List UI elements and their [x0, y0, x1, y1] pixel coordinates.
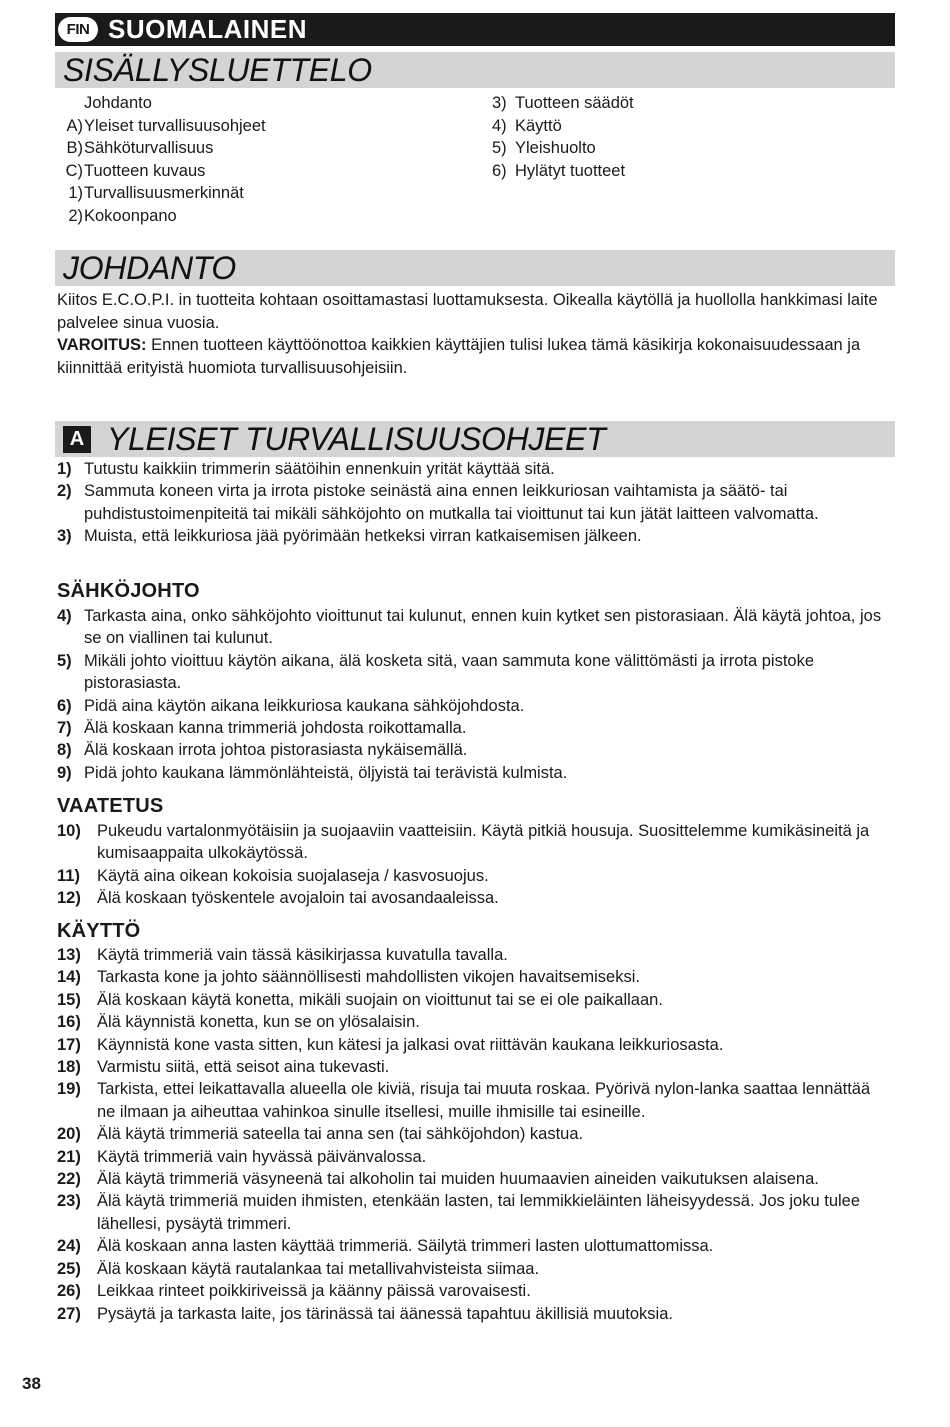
item-text: Pukeudu vartalonmyötäisiin ja suojaaviin vaatteisiin. Käytä pitkiä housuja. Suosittelemme kumikäsineitä ja kumisaappaita ulkokäytössä.	[97, 822, 870, 863]
item-text: Mikäli johto vioittuu käytön aikana, älä kosketa sitä, vaan sammuta kone välittömästi ja irrota pistoke pistorasiasta.	[84, 651, 815, 693]
toc-item-label: Tuotteen säädöt	[515, 94, 634, 112]
warning-label: VAROITUS:	[57, 336, 147, 354]
item-text: Pidä aina käytön aikana leikkuriosa kaukana sähköjohdosta.	[84, 696, 525, 715]
toc-item-label: Käyttö	[515, 116, 562, 135]
item-number: 16)	[57, 1013, 81, 1032]
item-number: 23)	[57, 1192, 81, 1211]
toc-title: SISÄLLYSLUETTELO	[63, 51, 372, 88]
clothing-subheading: VAATETUS	[57, 795, 164, 817]
item-number: 25)	[57, 1259, 81, 1278]
item-text: Älä käynnistä konetta, kun se on ylösalaisin.	[97, 1013, 420, 1032]
item-number: 2)	[57, 482, 72, 501]
toc-item-label: Hylätyt tuotteet	[515, 161, 626, 180]
item-text: Älä koskaan käytä konetta, mikäli suojain on vioittunut tai se ei ole paikallaan.	[97, 990, 663, 1009]
clothing-safety-list	[57, 820, 892, 910]
toc-item	[492, 160, 872, 183]
item-number: 4)	[57, 607, 72, 625]
list-item	[57, 525, 892, 547]
list-item	[57, 944, 892, 966]
list-item	[57, 650, 892, 695]
toc-item-number: 2)	[68, 206, 83, 225]
list-item	[57, 1078, 892, 1123]
toc-item	[57, 137, 477, 160]
toc-item-label: Turvallisuusmerkinnät	[84, 184, 244, 202]
item-number: 11)	[57, 866, 80, 885]
item-text: Älä koskaan anna lasten käyttää trimmeriä. Säilytä trimmeri lasten ulottumattomissa.	[97, 1237, 714, 1256]
item-number: 9)	[57, 763, 72, 782]
item-text: Leikkaa rinteet poikkiriveissä ja käänny päissä varovaisesti.	[97, 1282, 531, 1301]
cord-subheading: SÄHKÖJOHTO	[57, 580, 200, 602]
intro-heading-bar	[55, 250, 895, 286]
intro-section	[57, 289, 887, 379]
use-subheading: KÄYTTÖ	[57, 920, 141, 942]
language-banner	[55, 13, 895, 46]
toc-item	[57, 92, 477, 115]
toc-item-number: 4)	[492, 116, 507, 135]
list-item	[57, 717, 892, 739]
item-number: 18)	[57, 1058, 81, 1077]
page-number: 38	[22, 1374, 41, 1393]
item-number: 12)	[57, 889, 81, 908]
item-number: 27)	[57, 1304, 81, 1323]
toc-item	[492, 92, 872, 115]
item-number: 1)	[57, 460, 72, 478]
item-number: 22)	[57, 1170, 81, 1189]
item-text: Käynnistä kone vasta sitten, kun kätesi ja jalkasi ovat riittävän kaukana leikkuriosasta.	[97, 1035, 724, 1054]
item-number: 6)	[57, 696, 72, 715]
toc-item	[492, 137, 872, 160]
item-number: 26)	[57, 1282, 81, 1301]
list-item	[57, 865, 892, 887]
item-text: Tutustu kaikkiin trimmerin säätöihin ennenkuin yrität käyttää sitä.	[84, 460, 555, 478]
list-item	[57, 820, 892, 865]
toc-right-column	[492, 92, 872, 182]
list-item	[57, 1235, 892, 1257]
item-number: 14)	[57, 968, 81, 987]
language-code-badge: FIN	[58, 17, 98, 42]
safety-heading-bar	[55, 421, 895, 457]
toc-item-label: Tuotteen kuvaus	[84, 161, 206, 180]
list-item	[57, 887, 892, 909]
list-item	[57, 1123, 892, 1145]
item-text: Pysäytä ja tarkasta laite, jos tärinässä tai äänessä tapahtuu äkillisiä muutoksia.	[97, 1304, 673, 1323]
toc-item	[57, 115, 477, 138]
item-number: 13)	[57, 946, 81, 964]
toc-item-number: B)	[66, 139, 83, 157]
warning-paragraph	[57, 334, 887, 379]
item-number: 3)	[57, 527, 72, 546]
item-text: Muista, että leikkuriosa jää pyörimään hetkeksi virran katkaisemisen jälkeen.	[84, 527, 642, 546]
item-number: 10)	[57, 822, 81, 840]
toc-item-number: 5)	[492, 139, 507, 157]
item-text: Pidä johto kaukana lämmönlähteistä, öljyistä tai terävistä kulmista.	[84, 763, 568, 782]
list-item	[57, 1011, 892, 1033]
toc-item-label: Yleishuolto	[515, 139, 596, 157]
item-number: 5)	[57, 651, 72, 670]
list-item	[57, 480, 892, 525]
intro-paragraph: Kiitos E.C.O.P.I. in tuotteita kohtaan osoittamastasi luottamuksesta. Oikealla käytöllä ja huollolla hankkimasi laite palvelee sinua vuosia.	[57, 291, 878, 332]
toc-item-number: 3)	[492, 94, 507, 112]
toc-item	[57, 160, 477, 183]
list-item	[57, 1190, 892, 1235]
item-text: Käytä aina oikean kokoisia suojalaseja / kasvosuojus.	[97, 866, 489, 885]
general-safety-list	[57, 458, 892, 548]
item-text: Tarkista, ettei leikattavalla alueella ole kiviä, risuja tai muuta roskaa. Pyörivä nylon-lanka saattaa lennättää ne ilmaan ja aiheuttaa vahinkoa sinulle itsellesi, muille ihmisille tai esineille.	[97, 1080, 871, 1121]
list-item	[57, 762, 892, 784]
list-item	[57, 1034, 892, 1056]
toc-item	[57, 205, 477, 228]
item-number: 17)	[57, 1035, 81, 1054]
item-text: Älä koskaan käytä rautalankaa tai metallivahvisteista siimaa.	[97, 1259, 540, 1278]
toc-item-label: Yleiset turvallisuusohjeet	[84, 116, 266, 135]
toc-item-number: C)	[65, 161, 83, 180]
item-number: 7)	[57, 719, 72, 738]
toc-item	[492, 115, 872, 138]
cord-safety-list	[57, 605, 892, 784]
list-item	[57, 1168, 892, 1190]
safety-title: YLEISET TURVALLISUUSOHJEET	[107, 420, 606, 457]
list-item	[57, 1258, 892, 1280]
warning-text: Ennen tuotteen käyttöönottoa kaikkien käyttäjien tulisi lukea tämä käsikirja kokonaisuudessaan ja kiinnittää erityistä huomiota turvallisuusohjeisiin.	[57, 336, 861, 377]
item-text: Varmistu siitä, että seisot aina tukevasti.	[97, 1058, 390, 1077]
item-text: Älä koskaan irrota johtoa pistorasiasta nykäisemällä.	[84, 741, 468, 760]
intro-title: JOHDANTO	[63, 249, 237, 286]
list-item	[57, 1146, 892, 1168]
item-number: 21)	[57, 1147, 81, 1166]
list-item	[57, 458, 892, 480]
item-text: Älä koskaan kanna trimmeriä johdosta roikottamalla.	[84, 719, 467, 738]
toc-item-number: 6)	[492, 161, 507, 180]
item-number: 8)	[57, 741, 72, 760]
item-number: 15)	[57, 990, 81, 1009]
item-text: Sammuta koneen virta ja irrota pistoke seinästä aina ennen leikkuriosan vaihtamista ja säätö- tai puhdistustoimenpiteitä tai mikäli sähköjohto on mutkalla tai vioittunut tai kun jätät laitteen valvomatta.	[84, 482, 819, 523]
list-item	[57, 1056, 892, 1078]
list-item	[57, 1303, 892, 1325]
item-text: Käytä trimmeriä vain hyvässä päivänvalossa.	[97, 1147, 427, 1166]
item-number: 20)	[57, 1125, 81, 1144]
list-item	[57, 605, 892, 650]
toc-item-number	[57, 92, 83, 115]
toc-item-label: Johdanto	[84, 94, 152, 112]
item-text: Älä käytä trimmeriä sateella tai anna sen (tai sähköjohdon) kastua.	[97, 1125, 584, 1144]
toc-item-number: 1)	[68, 184, 83, 202]
language-title: SUOMALAINEN	[108, 14, 308, 44]
item-number: 24)	[57, 1237, 81, 1256]
item-text: Tarkasta kone ja johto säännöllisesti mahdollisten vikojen havaitsemiseksi.	[97, 968, 640, 987]
toc-left-column	[57, 92, 477, 227]
list-item	[57, 989, 892, 1011]
item-text: Älä koskaan työskentele avojaloin tai avosandaaleissa.	[97, 889, 499, 908]
use-safety-list	[57, 944, 892, 1325]
section-letter-badge: A	[63, 426, 91, 453]
list-item	[57, 695, 892, 717]
item-text: Tarkasta aina, onko sähköjohto vioittunut tai kulunut, ennen kuin kytket sen pistorasiaan. Älä käytä johtoa, jos se on viallinen tai kulunut.	[84, 607, 882, 648]
toc-item	[57, 182, 477, 205]
toc-item-label: Kokoonpano	[84, 206, 177, 225]
toc-heading-bar	[55, 52, 895, 88]
list-item	[57, 966, 892, 988]
item-text: Käytä trimmeriä vain tässä käsikirjassa kuvatulla tavalla.	[97, 946, 508, 964]
list-item	[57, 739, 892, 761]
item-text: Älä käytä trimmeriä väsyneenä tai alkoholin tai muiden huumaavien aineiden vaikutuksen alaisena.	[97, 1170, 819, 1189]
item-text: Älä käytä trimmeriä muiden ihmisten, etenkään lasten, tai lemmikkieläinten läheisyydessä. Jos joku tulee lähellesi, pysäytä trimmeri.	[97, 1192, 861, 1233]
item-number: 19)	[57, 1080, 81, 1099]
list-item	[57, 1280, 892, 1302]
toc-item-number: A)	[66, 116, 83, 135]
toc-item-label: Sähköturvallisuus	[84, 139, 214, 157]
